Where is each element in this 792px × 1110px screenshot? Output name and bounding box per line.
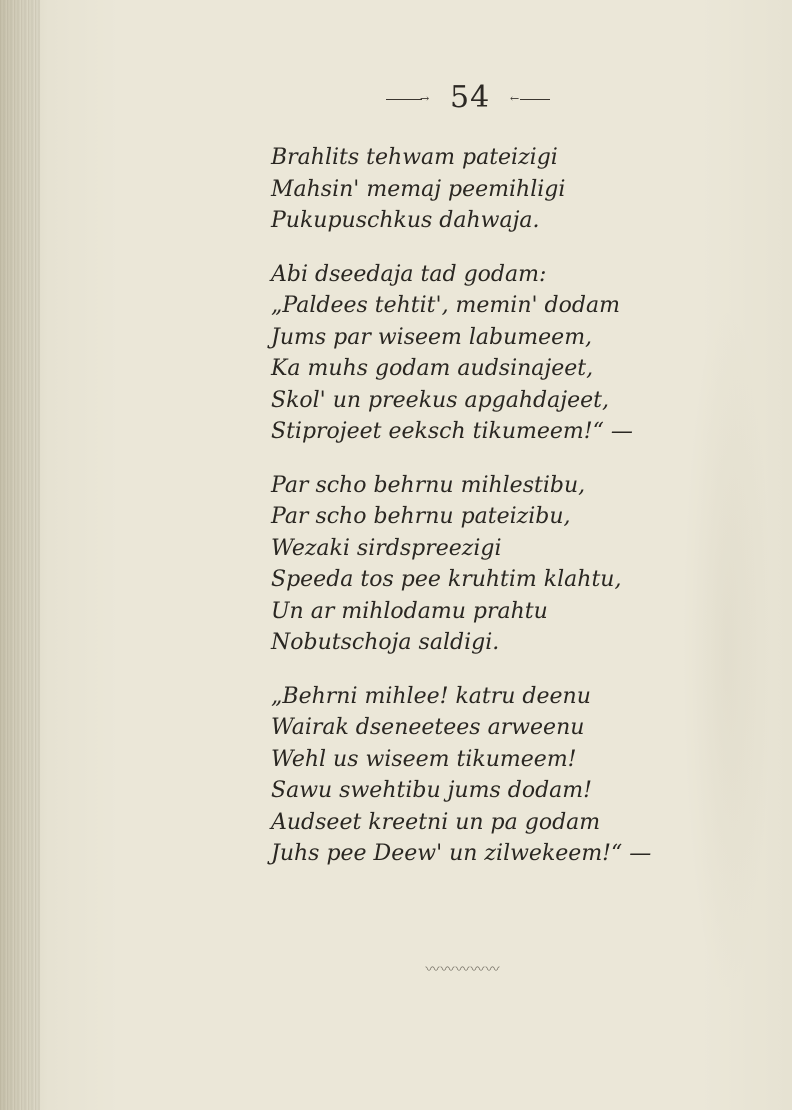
stanza (271, 470, 711, 659)
poem-line: Speeda tos pee kruhtim klahtu, (271, 567, 622, 592)
poem-line: Wezaki sirdspreezigi (271, 535, 502, 561)
poem-line: Mahsin' memaj peemihligi (271, 176, 566, 202)
closing-ornament: 〰〰〰〰〰 (425, 962, 501, 978)
poem-line: Brahlits tehwam pateizigi (271, 145, 558, 170)
stanza (271, 259, 711, 448)
poem-line: Abi dseedaja tad godam: (271, 261, 547, 287)
poem-line: „Behrni mihlee! katru deenu (271, 683, 591, 709)
poem-line: Stiprojeet eeksch tikumeem!“ — (271, 419, 633, 444)
poem-line: Skol' un preekus apgahdajeet, (271, 387, 609, 413)
poem-line: Audseet kreetni un pa godam (271, 809, 601, 835)
poem-line: Un ar mihlodamu prahtu (271, 598, 548, 624)
poem-line: Ka muhs godam audsinajeet, (271, 356, 594, 381)
poem-line: „Paldees tehtit', memin' dodam (271, 293, 620, 318)
poem-line: Jums par wiseem labumeem, (271, 324, 593, 350)
page-number: 54 (450, 80, 491, 115)
page-header (0, 78, 792, 118)
poem-line: Sawu swehtibu jums dodam! (271, 778, 592, 803)
page-gutter (0, 0, 40, 1110)
stanza (271, 681, 711, 870)
header-rule-left (386, 99, 422, 100)
poem-line: Juhs pee Deew' un zilwekeem!“ — (271, 841, 652, 866)
poem-line: Par scho behrnu mihlestibu, (271, 472, 586, 498)
poem-line: Wehl us wiseem tikumeem! (271, 746, 577, 772)
poem-line: Par scho behrnu pateizibu, (271, 504, 571, 529)
header-rule-right (520, 99, 550, 100)
arrow-right-icon: → (420, 92, 430, 105)
poem-line: Wairak dseneetees arweenu (271, 715, 585, 740)
poem-line: Pukupuschkus dahwaja. (271, 208, 540, 233)
arrow-left-icon: ← (510, 92, 520, 105)
poem-line: Nobutschoja saldigi. (271, 630, 500, 655)
poem (271, 142, 711, 892)
stanza (271, 142, 711, 237)
